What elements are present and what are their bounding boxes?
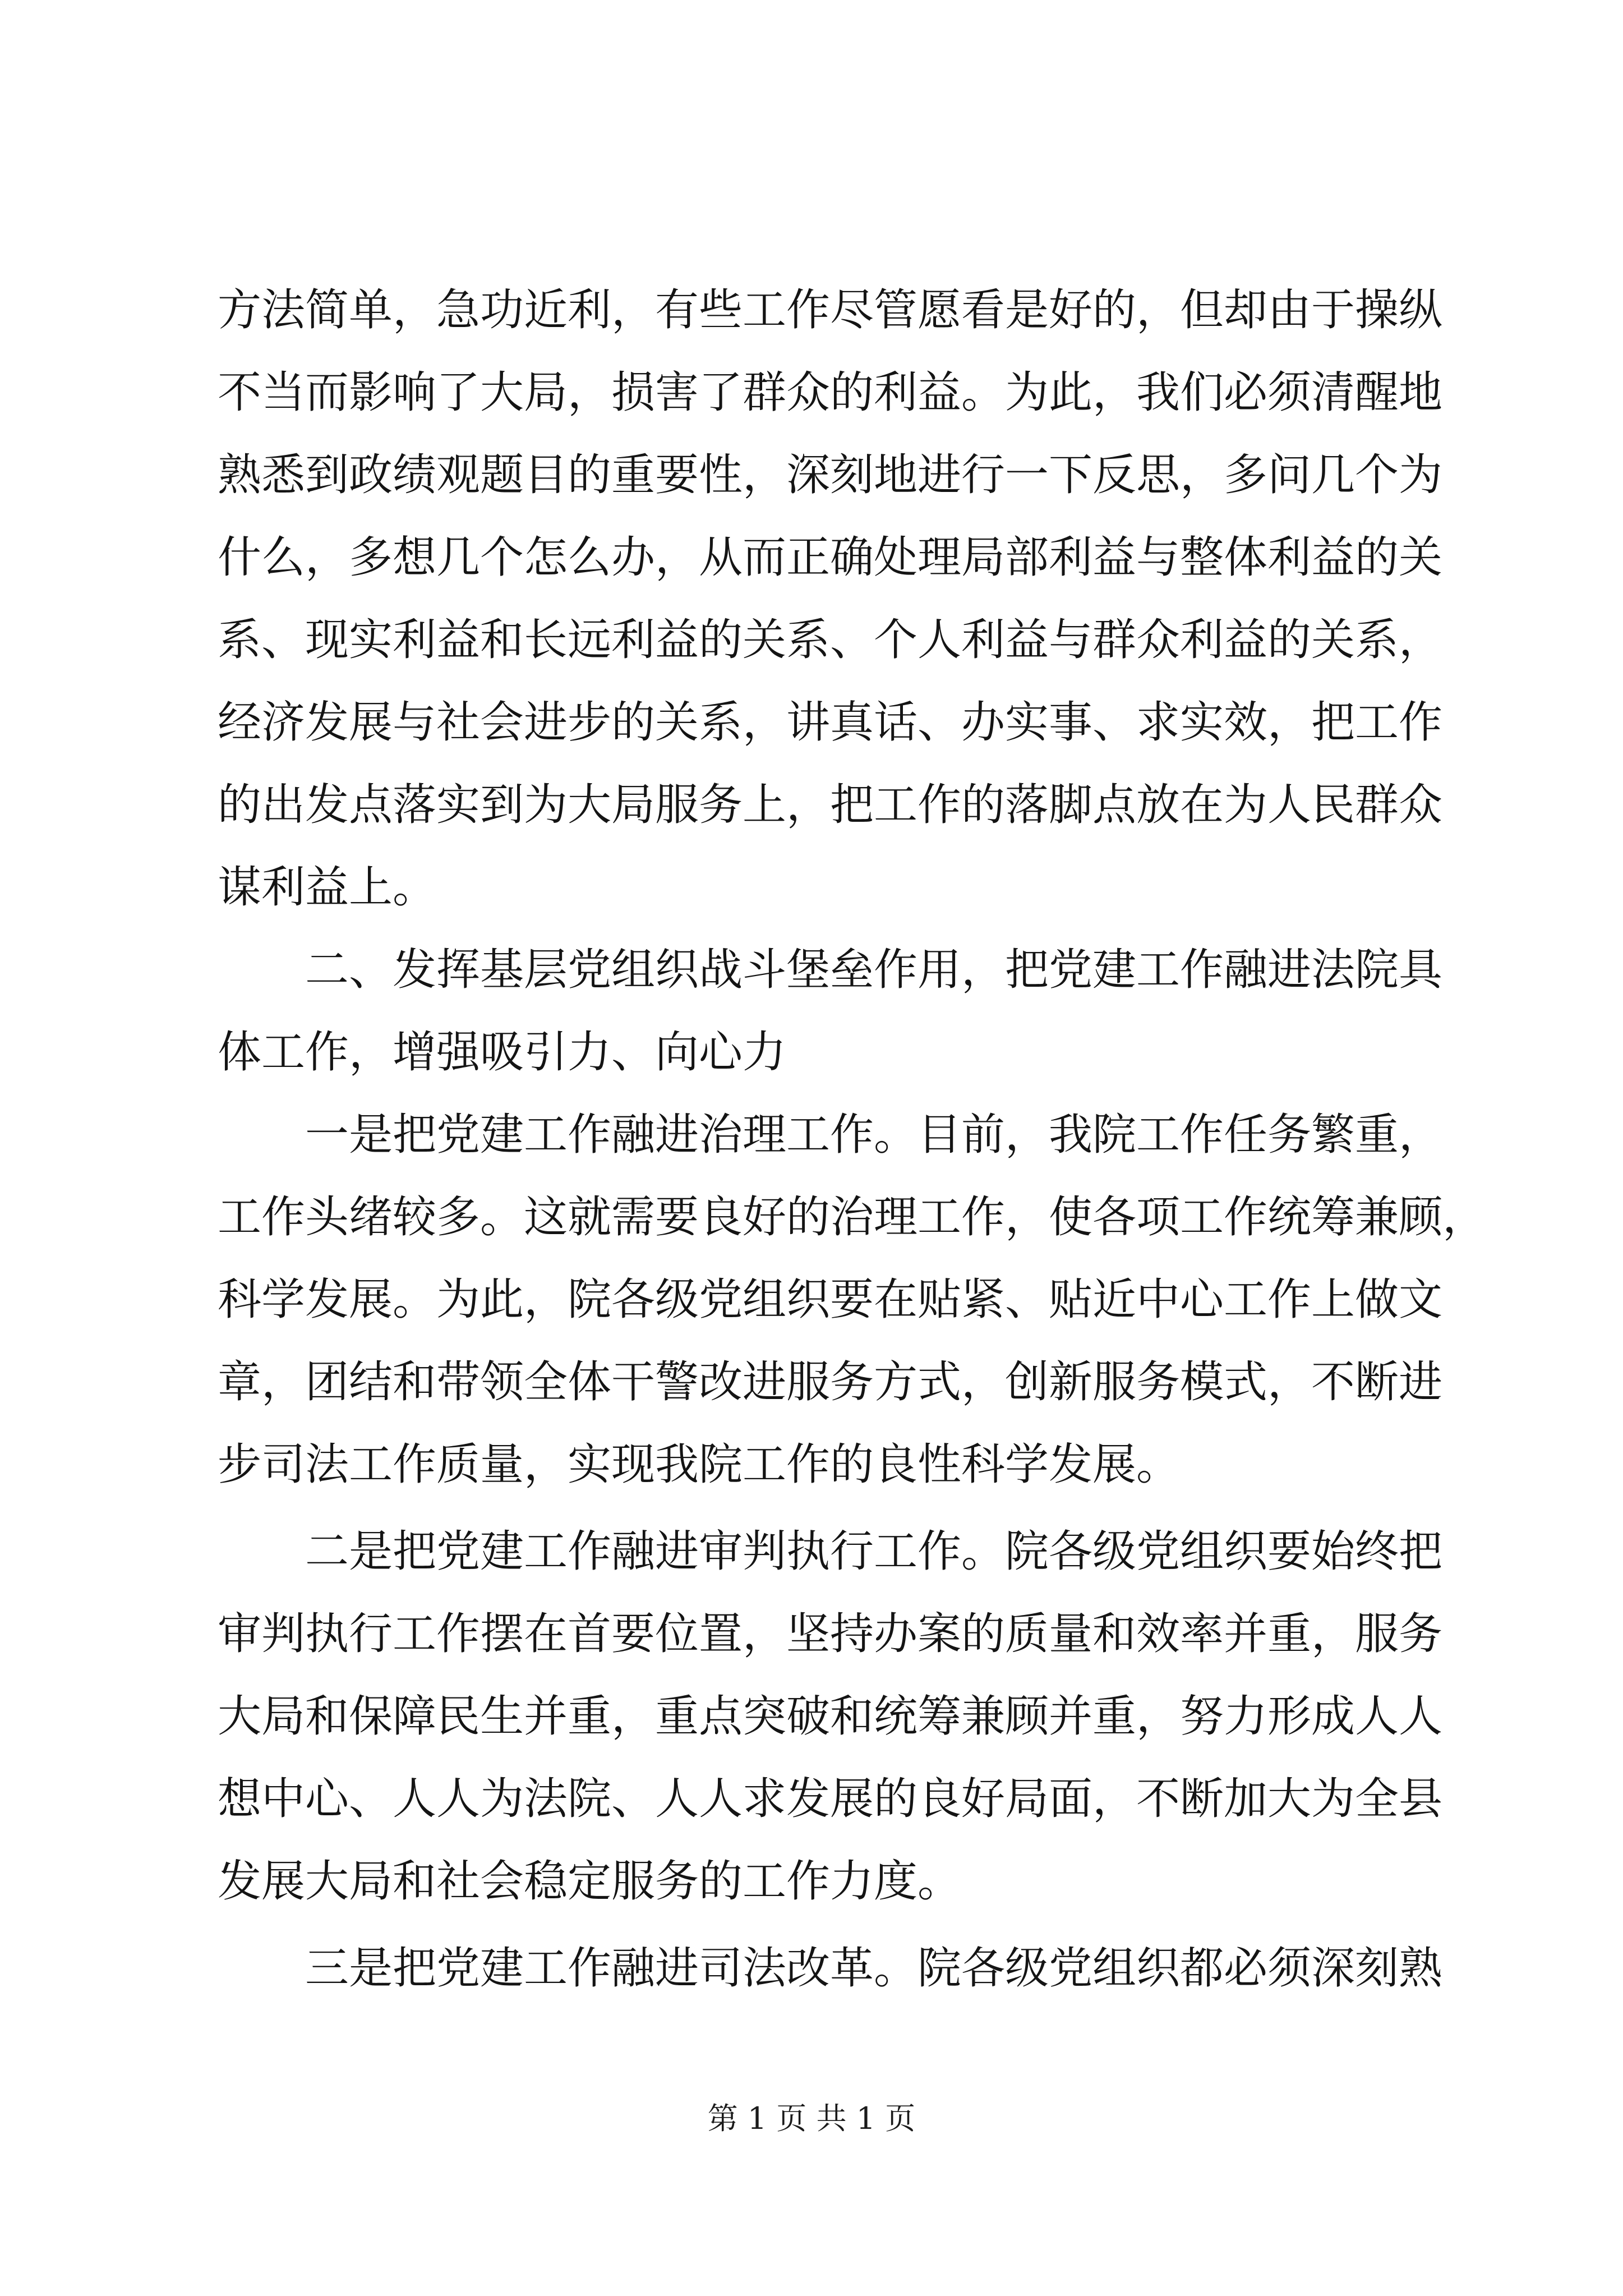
page-footer: 第 1 页 共 1 页 — [707, 2101, 916, 2136]
text-line: 什么，多想几个怎么办，从而正确处理局部利益与整体利益的关 — [218, 532, 1443, 583]
document-body — [218, 269, 1487, 2010]
paragraph — [218, 269, 1443, 929]
text-line: 科学发展。为此，院各级党组织要在贴紧、贴近中心工作上做文 — [218, 1274, 1443, 1325]
text-line: 一是把党建工作融进治理工作。目前，我院工作任务繁重， — [305, 1110, 1443, 1160]
text-line: 二是把党建工作融进审判执行工作。院各级党组织要始终把 — [305, 1526, 1443, 1577]
text-line: 方法简单，急功近利，有些工作尽管愿看是好的，但却由于操纵 — [218, 285, 1443, 335]
text-line: 发展大局和社会稳定服务的工作力度。 — [218, 1856, 962, 1907]
text-line: 二、发挥基层党组织战斗堡垒作用，把党建工作融进法院具 — [305, 945, 1443, 995]
paragraph — [218, 1511, 1443, 1923]
text-line: 的出发点落实到为大局服务上，把工作的落脚点放在为人民群众 — [218, 780, 1443, 830]
text-line: 审判执行工作摆在首要位置，坚持办案的质量和效率并重，服务 — [218, 1609, 1443, 1659]
text-line: 大局和保障民生并重，重点突破和统筹兼顾并重，努力形成人人 — [218, 1691, 1443, 1742]
text-line: 体工作，增强吸引力、向心力 — [218, 1027, 787, 1078]
text-line: 章，团结和带领全体干警改进服务方式，创新服务模式，不断进 — [218, 1357, 1443, 1407]
section-heading — [218, 929, 1443, 1094]
paragraph — [218, 1927, 1443, 2010]
text-line: 不当而影响了大局，损害了群众的利益。为此，我们必须清醒地 — [218, 367, 1443, 418]
text-line: 熟悉到政绩观题目的重要性，深刻地进行一下反思，多问几个为 — [218, 450, 1443, 500]
paragraph — [218, 1094, 1487, 1506]
text-line: 步司法工作质量，实现我院工作的良性科学发展。 — [218, 1439, 1181, 1490]
text-line: 系、现实利益和长远利益的关系、个人利益与群众利益的关系， — [218, 615, 1443, 665]
text-line: 工作头绪较多。这就需要良好的治理工作，使各项工作统筹兼顾， — [218, 1192, 1487, 1243]
text-line: 谋利益上。 — [218, 862, 437, 913]
text-line: 三是把党建工作融进司法改革。院各级党组织都必须深刻熟 — [305, 1943, 1443, 1994]
text-line: 想中心、人人为法院、人人求发展的良好局面，不断加大为全县 — [218, 1774, 1443, 1824]
text-line: 经济发展与社会进步的关系，讲真话、办实事、求实效，把工作 — [218, 697, 1443, 748]
